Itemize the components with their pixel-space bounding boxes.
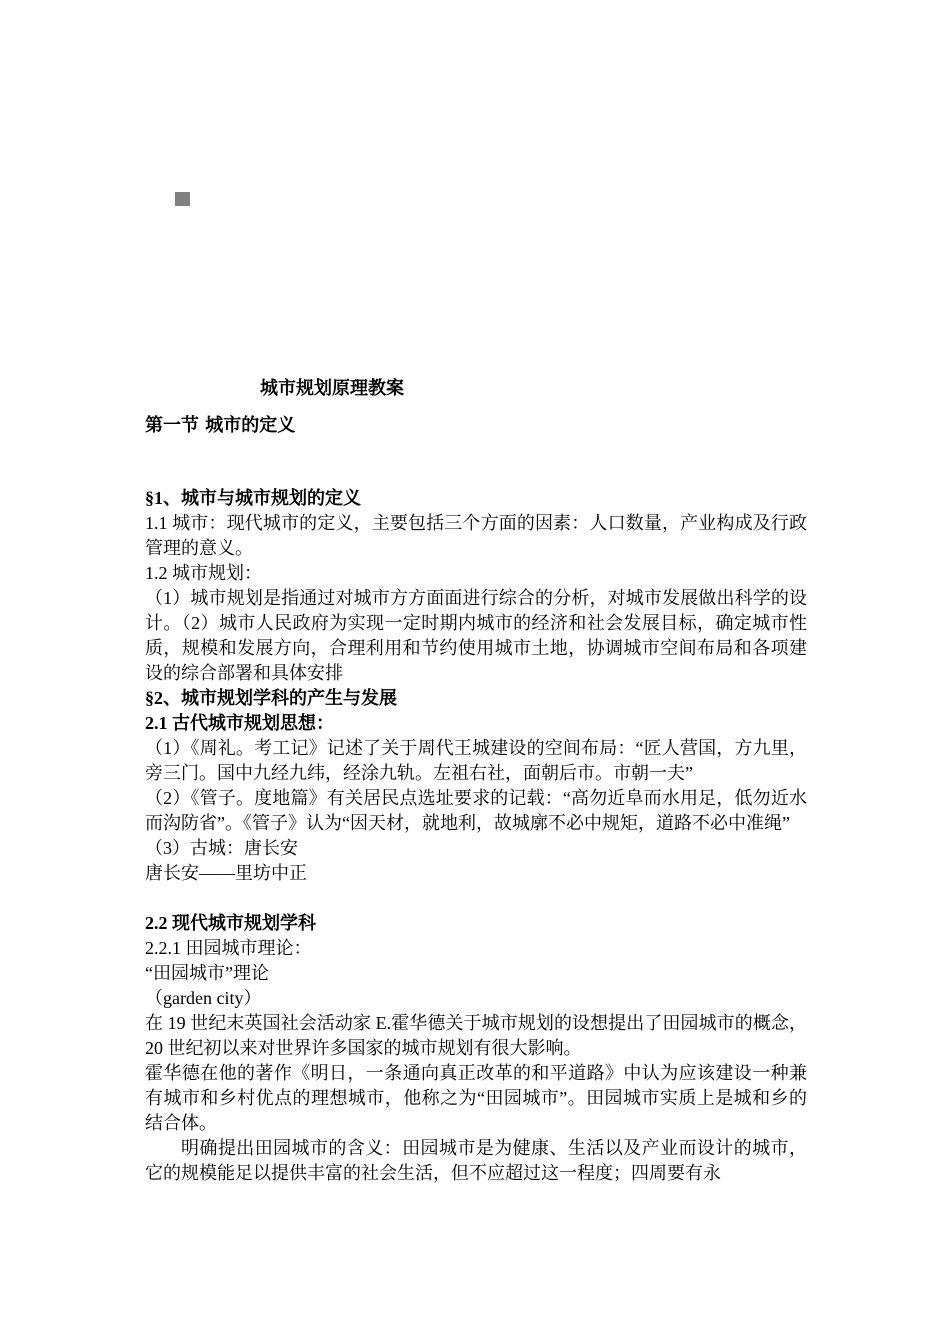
paragraph: （1）城市规划是指通过对城市方方面面进行综合的分析，对城市发展做出科学的设计。（2）城市人民政府为实现一定时期内城市的经济和社会发展目标，确定城市性质，规模和发展方向，合理利用和节约使用城市土地，协调城市空间布局和各项建设的综合部署和具体安排 <box>145 588 807 683</box>
paragraph: 在 19 世纪末英国社会活动家 E.霍华德关于城市规划的设想提出了田园城市的概念，20 世纪初以来对世界许多国家的城市规划有很大影响。 <box>145 1013 807 1058</box>
heading-2-2: 2.2 现代城市规划学科 <box>145 913 316 933</box>
image-placeholder-icon <box>175 192 190 206</box>
heading-1: §1、城市与城市规划的定义 <box>145 488 361 508</box>
blank-line <box>145 886 807 911</box>
paragraph: 2.2.1 田园城市理论： <box>145 938 312 958</box>
heading-2: §2、城市规划学科的产生与发展 <box>145 688 397 708</box>
paragraph: “田园城市”理论 <box>145 963 269 983</box>
document-title: 城市规划原理教案 <box>260 378 404 399</box>
paragraph: （1）《周礼。考工记》记述了关于周代王城建设的空间布局：“匠人营国，方九里，旁三门。国中九经九纬，经涂九轨。左祖右社，面朝后市。市朝一夫” <box>145 738 807 783</box>
paragraph: 霍华德在他的著作《明日，一条通向真正改革的和平道路》中认为应该建设一种兼有城市和乡村优点的理想城市，他称之为“田园城市”。田园城市实质上是城和乡的结合体。 <box>145 1063 807 1133</box>
heading-2-1: 2.1 古代城市规划思想： <box>145 713 334 733</box>
paragraph: 1.1 城市：现代城市的定义，主要包括三个方面的因素：人口数量，产业构成及行政管理的意义。 <box>145 513 807 558</box>
paragraph: 唐长安——里坊中正 <box>145 863 307 883</box>
paragraph: 1.2 城市规划： <box>145 563 262 583</box>
paragraph: （3）古城：唐长安 <box>145 838 298 858</box>
section-heading: 第一节 城市的定义 <box>145 415 296 436</box>
paragraph: （2）《管子。度地篇》有关居民点选址要求的记载：“高勿近阜而水用足，低勿近水而沟防省”。《管子》认为“因天材，就地利，故城廓不必中规矩，道路不必中准绳” <box>145 788 807 833</box>
paragraph: 明确提出田园城市的含义：田园城市是为健康、生活以及产业而设计的城市，它的规模能足以提供丰富的社会生活，但不应超过这一程度；四周要有永 <box>145 1138 807 1183</box>
document-body <box>145 486 807 1186</box>
paragraph: （garden city） <box>145 988 262 1008</box>
